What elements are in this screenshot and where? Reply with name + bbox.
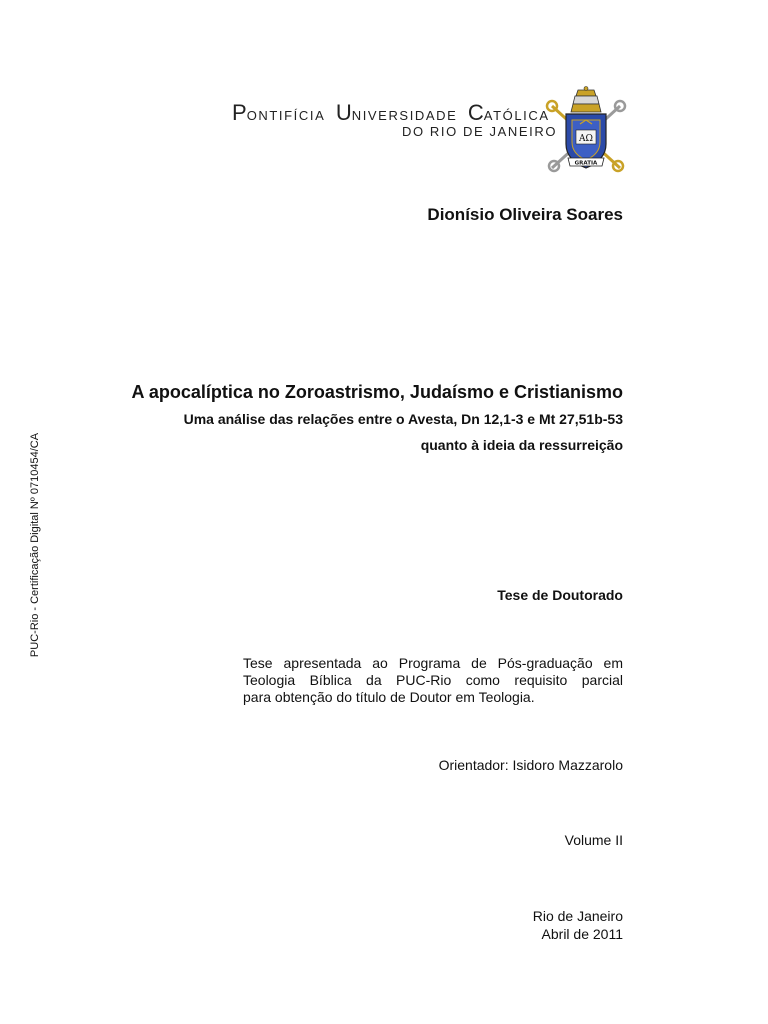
description-line: Tese apresentada ao Programa de Pós-graduação em: [243, 655, 623, 671]
university-name: [232, 100, 550, 126]
description-line: para obtenção do título de Doutor em Teologia.: [243, 689, 535, 705]
university-crest-logo: [544, 86, 628, 174]
city: Rio de Janeiro: [532, 908, 623, 924]
thesis-description: [243, 655, 623, 706]
digital-certification-stamp: PUC-Rio - Certificação Digital Nº 0710454/CA: [29, 432, 41, 658]
university-initial-p: P: [232, 100, 247, 125]
university-city: DO RIO DE JANEIRO: [402, 124, 558, 139]
place-and-date: [533, 907, 623, 943]
university-word-pontificia: ONTIFÍCIA: [246, 108, 326, 123]
author-name: Dionísio Oliveira Soares: [427, 205, 623, 224]
university-word-universidade: NIVERSIDADE: [351, 108, 458, 123]
description-line: Teologia Bíblica da PUC-Rio como requisito parcial: [243, 672, 623, 688]
thesis-title: A apocalíptica no Zoroastrismo, Judaísmo e Cristianismo: [131, 382, 623, 402]
university-initial-u: U: [335, 100, 352, 125]
degree-type: Tese de Doutorado: [497, 587, 623, 603]
university-initial-c: C: [467, 100, 484, 125]
crest-alpha-omega: AΩ: [579, 134, 593, 144]
thesis-subtitle-line2: quanto à ideia da ressurreição: [420, 437, 623, 453]
date: Abril de 2011: [541, 926, 623, 942]
advisor-name: Orientador: Isidoro Mazzarolo: [438, 757, 623, 773]
volume-label: Volume II: [564, 832, 623, 848]
thesis-subtitle-line1: Uma análise das relações entre o Avesta, Dn 12,1-3 e Mt 27,51b-53: [183, 411, 623, 427]
university-word-catolica: ATÓLICA: [483, 108, 550, 123]
crest-motto: GRATIA: [574, 160, 598, 167]
